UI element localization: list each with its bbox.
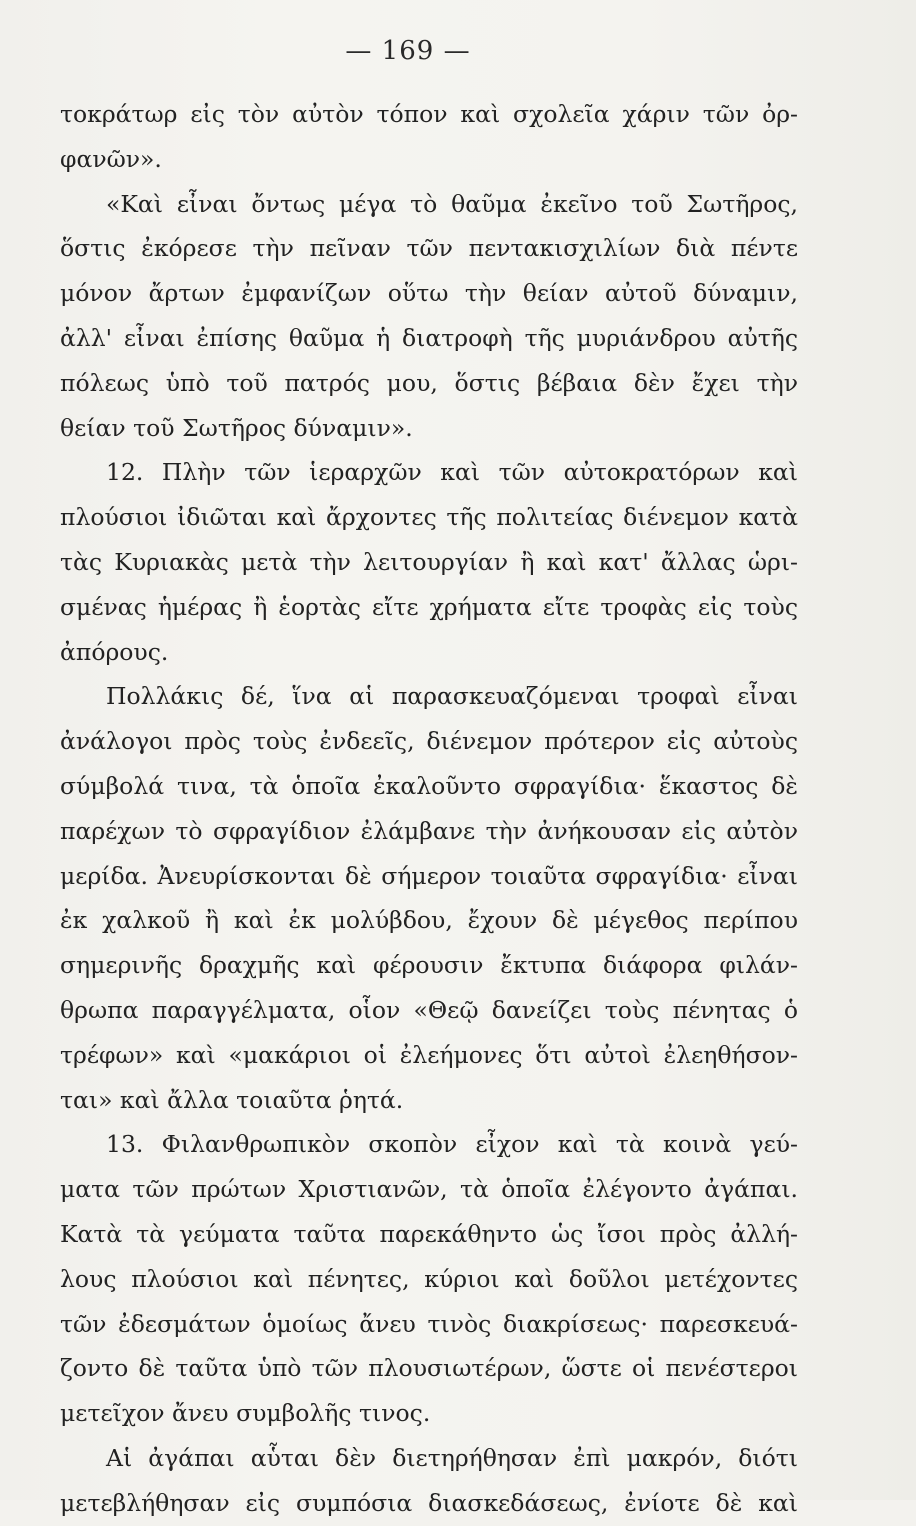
text-line: Αἱ ἀγάπαι αὗται δὲν διετηρήθησαν ἐπὶ μακρόν, διότι (106, 1443, 798, 1472)
text-line: τῶν ἐδεσμάτων ὁμοίως ἄνευ τινὸς διακρίσεως· παρεσκευά- (60, 1309, 798, 1338)
text-line: ζοντο δὲ ταῦτα ὑπὸ τῶν πλουσιωτέρων, ὥστε οἱ πενέστεροι (60, 1354, 798, 1383)
text-line: ται» καὶ ἄλλα τοιαῦτα ῥητά. (60, 1085, 404, 1114)
text-line: λους πλούσιοι καὶ πένητες, κύριοι καὶ δοῦλοι μετέχοντες (60, 1264, 798, 1293)
text-line: παρέχων τὸ σφραγίδιον ἐλάμβανε τὴν ἀνήκουσαν εἰς αὐτὸν (60, 816, 798, 845)
text-line: σημερινῆς δραχμῆς καὶ φέρουσιν ἔκτυπα διάφορα φιλάν- (60, 951, 798, 980)
text-line: μετεβλήθησαν εἰς συμπόσια διασκεδάσεως, ἐνίοτε δὲ καὶ (60, 1488, 798, 1517)
text-line: μερίδα. Ἀνευρίσκονται δὲ σήμερον τοιαῦτα σφραγίδια· εἶναι (60, 861, 798, 890)
text-line: 12. Πλὴν τῶν ἱεραρχῶν καὶ τῶν αὐτοκρατόρων καὶ (106, 458, 798, 487)
text-line: σμένας ἡμέρας ἢ ἑορτὰς εἴτε χρήματα εἴτε τροφὰς εἰς τοὺς (60, 592, 798, 621)
text-line: τοκράτωρ εἰς τὸν αὐτὸν τόπον καὶ σχολεῖα χάριν τῶν ὀρ- (60, 100, 798, 128)
text-line: ὅστις ἐκόρεσε τὴν πεῖναν τῶν πεντακισχιλίων διὰ πέντε (60, 234, 798, 263)
text-line: πλούσιοι ἰδιῶται καὶ ἄρχοντες τῆς πολιτείας διένεμον κατὰ (60, 503, 798, 532)
body-text (60, 92, 798, 1526)
text-line: μόνον ἄρτων ἐμφανίζων οὕτω τὴν θείαν αὐτοῦ δύναμιν, (60, 279, 798, 308)
text-line: θείαν τοῦ Σωτῆρος δύναμιν». (60, 413, 413, 442)
text-line: 13. Φιλανθρωπικὸν σκοπὸν εἶχον καὶ τὰ κοινὰ γεύ- (106, 1130, 798, 1159)
page-number: — 169 — (345, 36, 471, 66)
text-line: πόλεως ὑπὸ τοῦ πατρός μου, ὅστις βέβαια δὲν ἔχει τὴν (60, 368, 798, 397)
text-line: τὰς Κυριακὰς μετὰ τὴν λειτουργίαν ἢ καὶ κατ' ἄλλας ὡρι- (60, 547, 798, 576)
text-line: θρωπα παραγγέλματα, οἷον «Θεῷ δανείζει τοὺς πένητας ὁ (60, 995, 798, 1024)
text-line: Κατὰ τὰ γεύματα ταῦτα παρεκάθηντο ὡς ἴσοι πρὸς ἀλλή- (60, 1219, 798, 1248)
text-line: ματα τῶν πρώτων Χριστιανῶν, τὰ ὁποῖα ἐλέγοντο ἀγάπαι. (60, 1175, 798, 1204)
text-line: μετεῖχον ἄνευ συμβολῆς τινος. (60, 1399, 431, 1428)
text-line: «Καὶ εἶναι ὄντως μέγα τὸ θαῦμα ἐκεῖνο τοῦ Σωτῆρος, (106, 189, 798, 218)
text-line: φανῶν». (60, 144, 162, 173)
text-line: Πολλάκις δέ, ἵνα αἱ παρασκευαζόμεναι τροφαὶ εἶναι (106, 682, 798, 711)
text-line: ἀπόρους. (60, 637, 169, 666)
text-line: σύμβολά τινα, τὰ ὁποῖα ἐκαλοῦντο σφραγίδια· ἕκαστος δὲ (60, 771, 798, 800)
text-line: ἐκ χαλκοῦ ἢ καὶ ἐκ μολύβδου, ἔχουν δὲ μέγεθος περίπου (60, 906, 798, 935)
text-line: ἀνάλογοι πρὸς τοὺς ἐνδεεῖς, διένεμον πρότερον εἰς αὐτοὺς (60, 727, 798, 756)
text-line: τρέφων» καὶ «μακάριοι οἱ ἐλεήμονες ὅτι αὐτοὶ ἐλεηθήσον- (60, 1040, 798, 1069)
text-line: ἀλλ' εἶναι ἐπίσης θαῦμα ἡ διατροφὴ τῆς μυριάνδρου αὐτῆς (60, 323, 798, 352)
